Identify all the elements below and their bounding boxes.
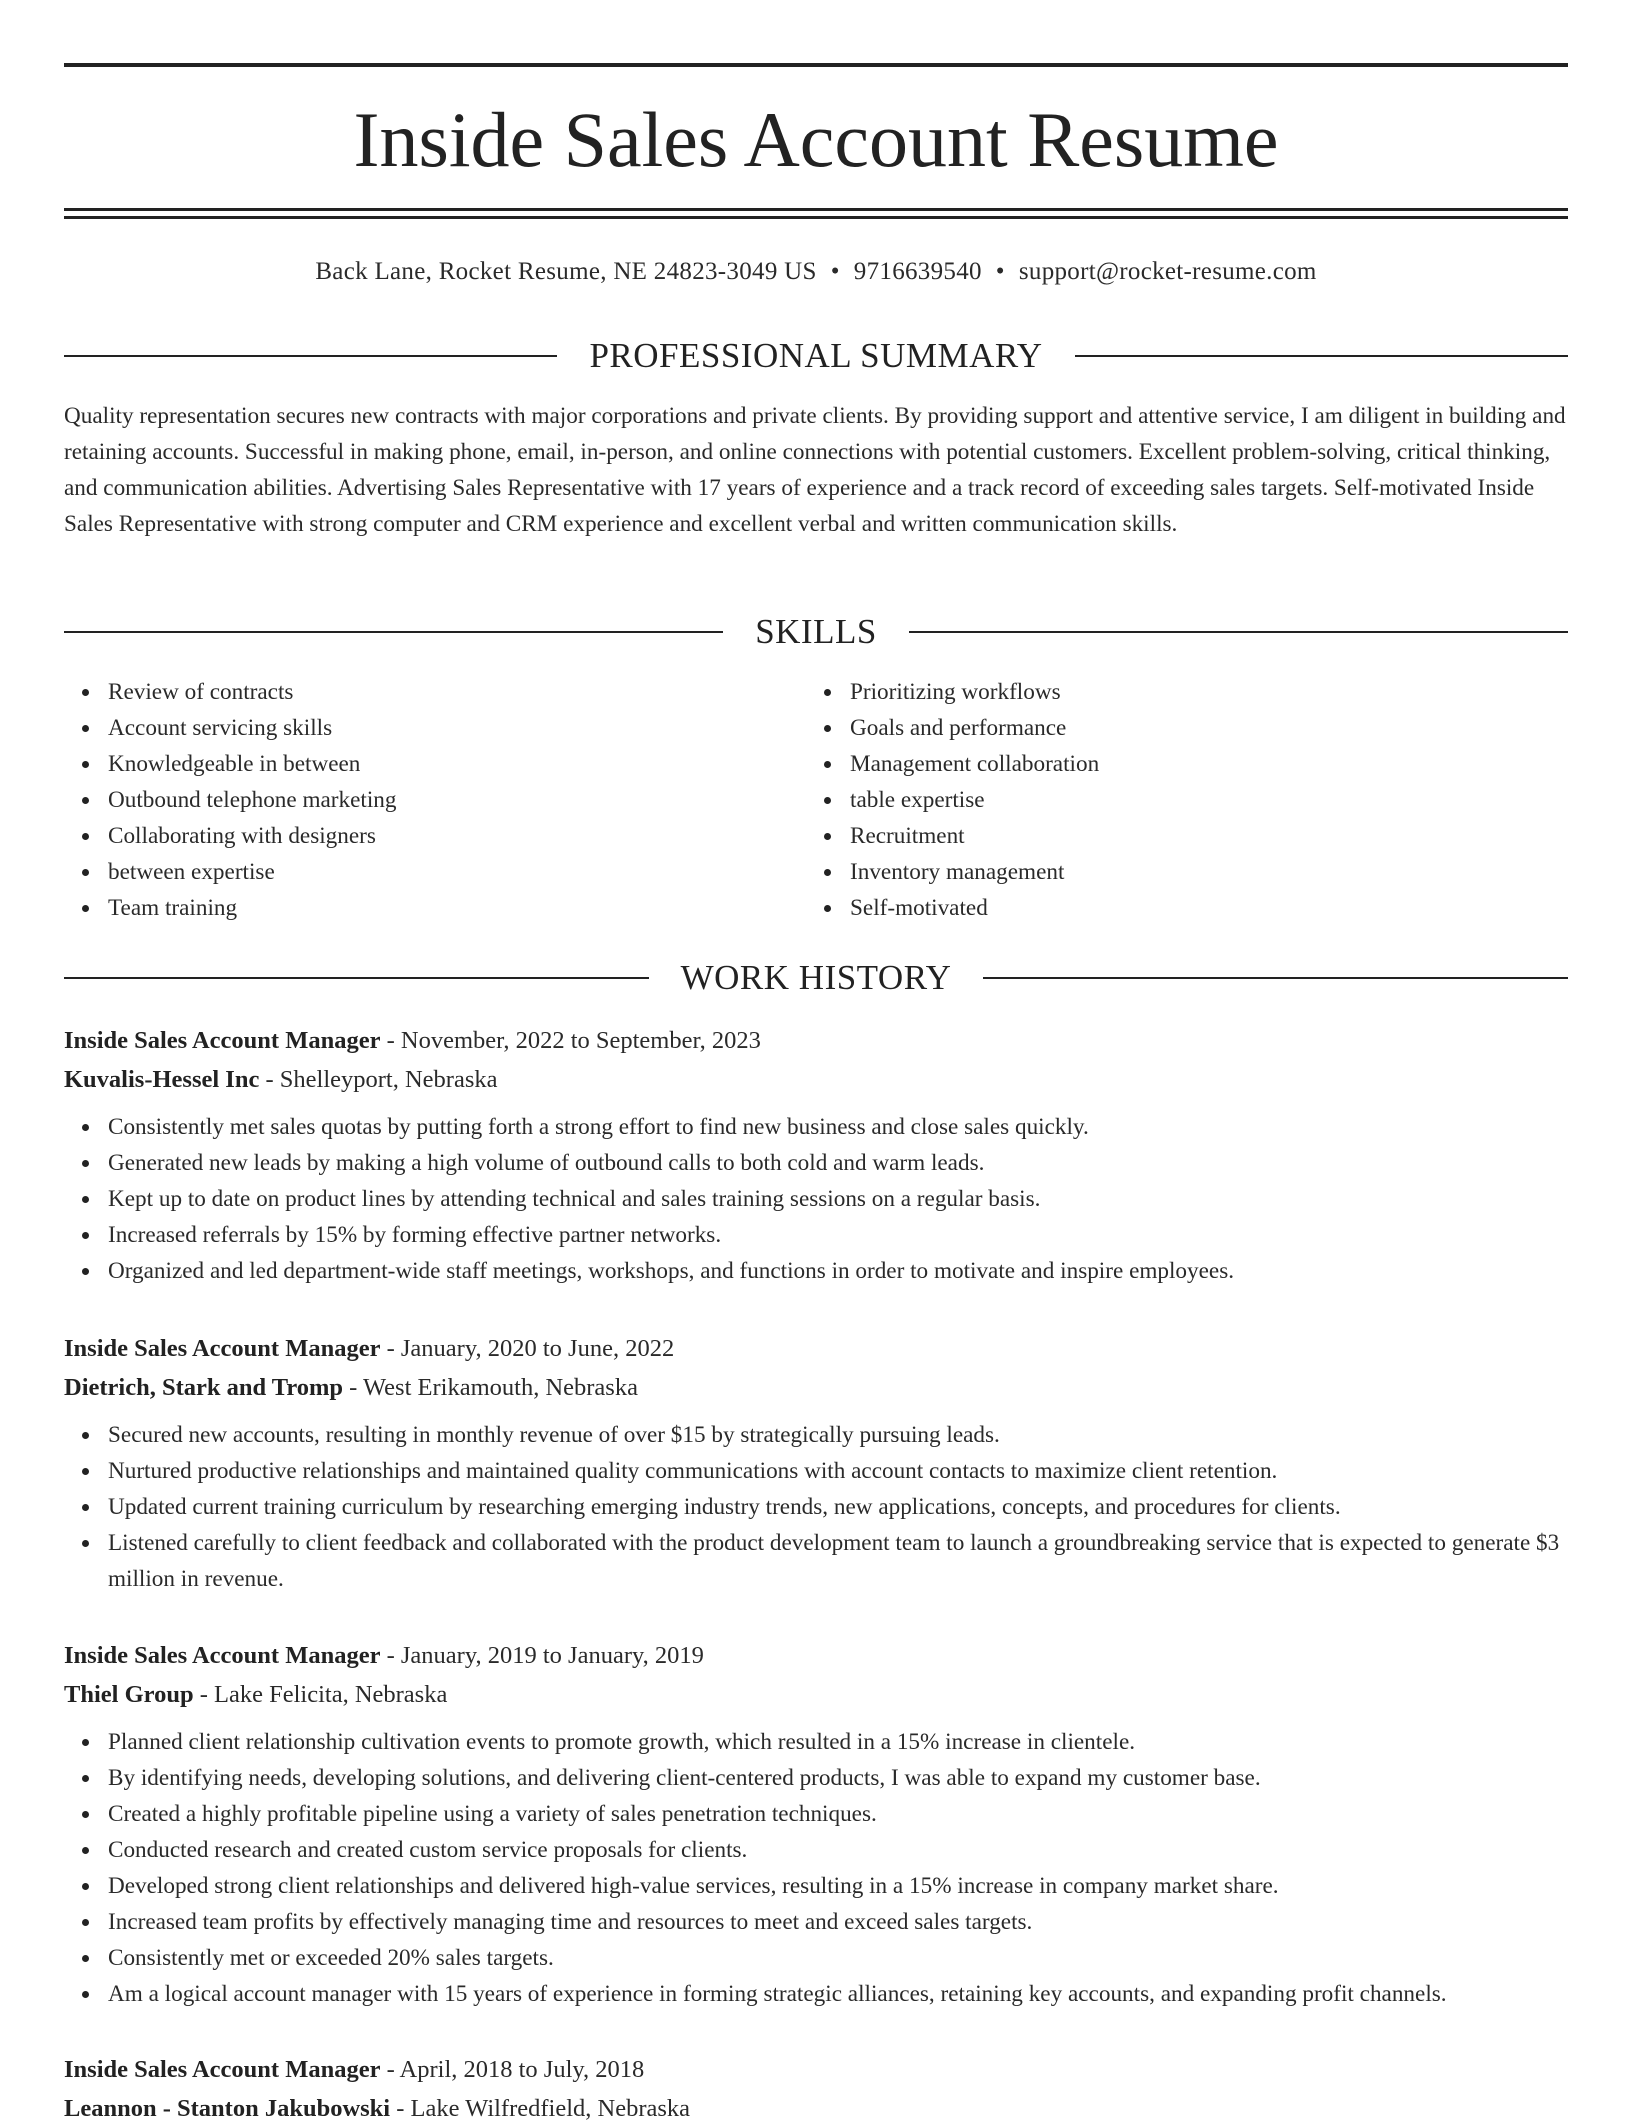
heading-rule bbox=[983, 977, 1568, 979]
skills-column-left bbox=[64, 674, 806, 926]
skills-list bbox=[64, 674, 1568, 926]
skill-item: Prioritizing workflows bbox=[850, 674, 1548, 710]
job-bullet: Secured new accounts, resulting in monthly revenue of over $15 by strategically pursuing leads. bbox=[108, 1417, 1568, 1453]
job-bullet: Organized and led department-wide staff meetings, workshops, and functions in order to motivate and inspire employees. bbox=[108, 1253, 1568, 1289]
job-title: Inside Sales Account Manager bbox=[64, 2056, 381, 2083]
skill-item: Account servicing skills bbox=[108, 710, 806, 746]
job-heading: Inside Sales Account Manager - January, 2020 to June, 2022 bbox=[64, 1335, 675, 1362]
heading-rule bbox=[64, 977, 649, 979]
job-employer: Thiel Group - Lake Felicita, Nebraska bbox=[64, 1681, 448, 1708]
skill-item: Management collaboration bbox=[850, 746, 1548, 782]
section-title: SKILLS bbox=[755, 612, 877, 651]
job-company: Leannon - Stanton Jakubowski bbox=[64, 2095, 391, 2122]
job-location: West Erikamouth, Nebraska bbox=[363, 1374, 638, 1401]
top-rule bbox=[64, 63, 1568, 67]
job-bullet: Consistently met sales quotas by putting forth a strong effort to find new business and close sales quickly. bbox=[108, 1109, 1568, 1145]
job-bullet: Developed strong client relationships and delivered high-value services, resulting in a 15% increase in company market share. bbox=[108, 1868, 1568, 1904]
job-company: Dietrich, Stark and Tromp bbox=[64, 1374, 344, 1401]
skill-item: Collaborating with designers bbox=[108, 818, 806, 854]
professional-summary: Quality representation secures new contracts with major corporations and private clients. By providing support and attentive service, I am diligent in building and retaining accounts. Successful in making phone, email, in-person, and online connections with potential customers. Excellent problem-solving, critical thinking, and communication abilities. Advertising Sales Representative with 17 years of experience and a track record of exceeding sales targets. Self-motivated Inside Sales Representative with strong computer and CRM experience and excellent verbal and written communication skills. bbox=[64, 403, 1566, 537]
job-bullet: Increased referrals by 15% by forming effective partner networks. bbox=[108, 1217, 1568, 1253]
job-location: Lake Felicita, Nebraska bbox=[214, 1681, 448, 1708]
job-heading: Inside Sales Account Manager - November, 2022 to September, 2023 bbox=[64, 1027, 761, 1054]
skill-item: Recruitment bbox=[850, 818, 1548, 854]
job-employer: Dietrich, Stark and Tromp - West Erikamouth, Nebraska bbox=[64, 1374, 638, 1401]
heading-rule bbox=[64, 631, 723, 633]
job-bullet: Listened carefully to client feedback and collaborated with the product development team to launch a groundbreaking service that is expected to generate $3 million in revenue. bbox=[108, 1525, 1568, 1597]
job-bullet: Kept up to date on product lines by attending technical and sales training sessions on a regular basis. bbox=[108, 1181, 1568, 1217]
job-bullet: Planned client relationship cultivation events to promote growth, which resulted in a 15% increase in clientele. bbox=[108, 1724, 1568, 1760]
section-heading-summary bbox=[64, 334, 1568, 378]
job-bullet: Updated current training curriculum by researching emerging industry trends, new applications, concepts, and procedures for clients. bbox=[108, 1489, 1568, 1525]
contact-email: support@rocket-resume.com bbox=[1018, 258, 1317, 285]
contact-separator: • bbox=[830, 258, 840, 285]
job-heading: Inside Sales Account Manager - April, 2018 to July, 2018 bbox=[64, 2056, 645, 2083]
contact-address: Back Lane, Rocket Resume, NE 24823-3049 US bbox=[315, 258, 817, 285]
resume-title: Inside Sales Account Resume bbox=[353, 96, 1279, 183]
job-bullet: Created a highly profitable pipeline using a variety of sales penetration techniques. bbox=[108, 1796, 1568, 1832]
job-bullets bbox=[64, 1109, 1568, 1289]
heading-rule bbox=[909, 631, 1568, 633]
job-entry bbox=[64, 1329, 1568, 1597]
job-bullet: Generated new leads by making a high volume of outbound calls to both cold and warm leads. bbox=[108, 1145, 1568, 1181]
job-entry bbox=[64, 2050, 1568, 2128]
skill-item: Review of contracts bbox=[108, 674, 806, 710]
job-location: Shelleyport, Nebraska bbox=[279, 1066, 498, 1093]
job-title: Inside Sales Account Manager bbox=[64, 1335, 381, 1362]
section-heading-work bbox=[64, 956, 1568, 1000]
contact-line bbox=[64, 254, 1568, 290]
job-heading: Inside Sales Account Manager - January, 2019 to January, 2019 bbox=[64, 1642, 704, 1669]
job-dates: January, 2019 to January, 2019 bbox=[400, 1642, 704, 1669]
title-rule-lower bbox=[64, 216, 1568, 219]
skill-item: between expertise bbox=[108, 854, 806, 890]
job-bullets bbox=[64, 1417, 1568, 1597]
contact-separator: • bbox=[995, 258, 1005, 285]
job-title: Inside Sales Account Manager bbox=[64, 1642, 381, 1669]
heading-rule bbox=[64, 355, 557, 357]
section-title: WORK HISTORY bbox=[680, 958, 952, 997]
skill-item: Goals and performance bbox=[850, 710, 1548, 746]
skill-item: Team training bbox=[108, 890, 806, 926]
skills-column-right bbox=[806, 674, 1548, 926]
job-company: Thiel Group bbox=[64, 1681, 194, 1708]
job-entry bbox=[64, 1636, 1568, 2012]
job-bullet: Nurtured productive relationships and maintained quality communications with account contacts to maximize client retention. bbox=[108, 1453, 1568, 1489]
job-company: Kuvalis-Hessel Inc bbox=[64, 1066, 260, 1093]
section-heading-skills bbox=[64, 610, 1568, 654]
heading-rule bbox=[1075, 355, 1568, 357]
skill-item: Inventory management bbox=[850, 854, 1548, 890]
skill-item: Knowledgeable in between bbox=[108, 746, 806, 782]
job-employer: Kuvalis-Hessel Inc - Shelleyport, Nebraska bbox=[64, 1066, 498, 1093]
skill-item: Self-motivated bbox=[850, 890, 1548, 926]
title-rule-upper bbox=[64, 208, 1568, 211]
job-bullet: Am a logical account manager with 15 years of experience in forming strategic alliances, retaining key accounts, and expanding profit channels. bbox=[108, 1976, 1568, 2012]
job-bullet: Consistently met or exceeded 20% sales targets. bbox=[108, 1940, 1568, 1976]
job-title: Inside Sales Account Manager bbox=[64, 1027, 381, 1054]
job-entry bbox=[64, 1021, 1568, 1289]
skill-item: Outbound telephone marketing bbox=[108, 782, 806, 818]
job-location: Lake Wilfredfield, Nebraska bbox=[410, 2095, 691, 2122]
job-employer: Leannon - Stanton Jakubowski - Lake Wilfredfield, Nebraska bbox=[64, 2095, 691, 2122]
job-bullet: Conducted research and created custom service proposals for clients. bbox=[108, 1832, 1568, 1868]
job-dates: January, 2020 to June, 2022 bbox=[400, 1335, 675, 1362]
skill-item: table expertise bbox=[850, 782, 1548, 818]
job-bullet: By identifying needs, developing solutions, and delivering client-centered products, I was able to expand my customer base. bbox=[108, 1760, 1568, 1796]
job-bullets bbox=[64, 1724, 1568, 2012]
job-bullet: Increased team profits by effectively managing time and resources to meet and exceed sales targets. bbox=[108, 1904, 1568, 1940]
job-dates: November, 2022 to September, 2023 bbox=[400, 1027, 761, 1054]
section-title: PROFESSIONAL SUMMARY bbox=[589, 336, 1043, 375]
job-dates: April, 2018 to July, 2018 bbox=[399, 2056, 645, 2083]
contact-phone: 9716639540 bbox=[853, 258, 982, 285]
